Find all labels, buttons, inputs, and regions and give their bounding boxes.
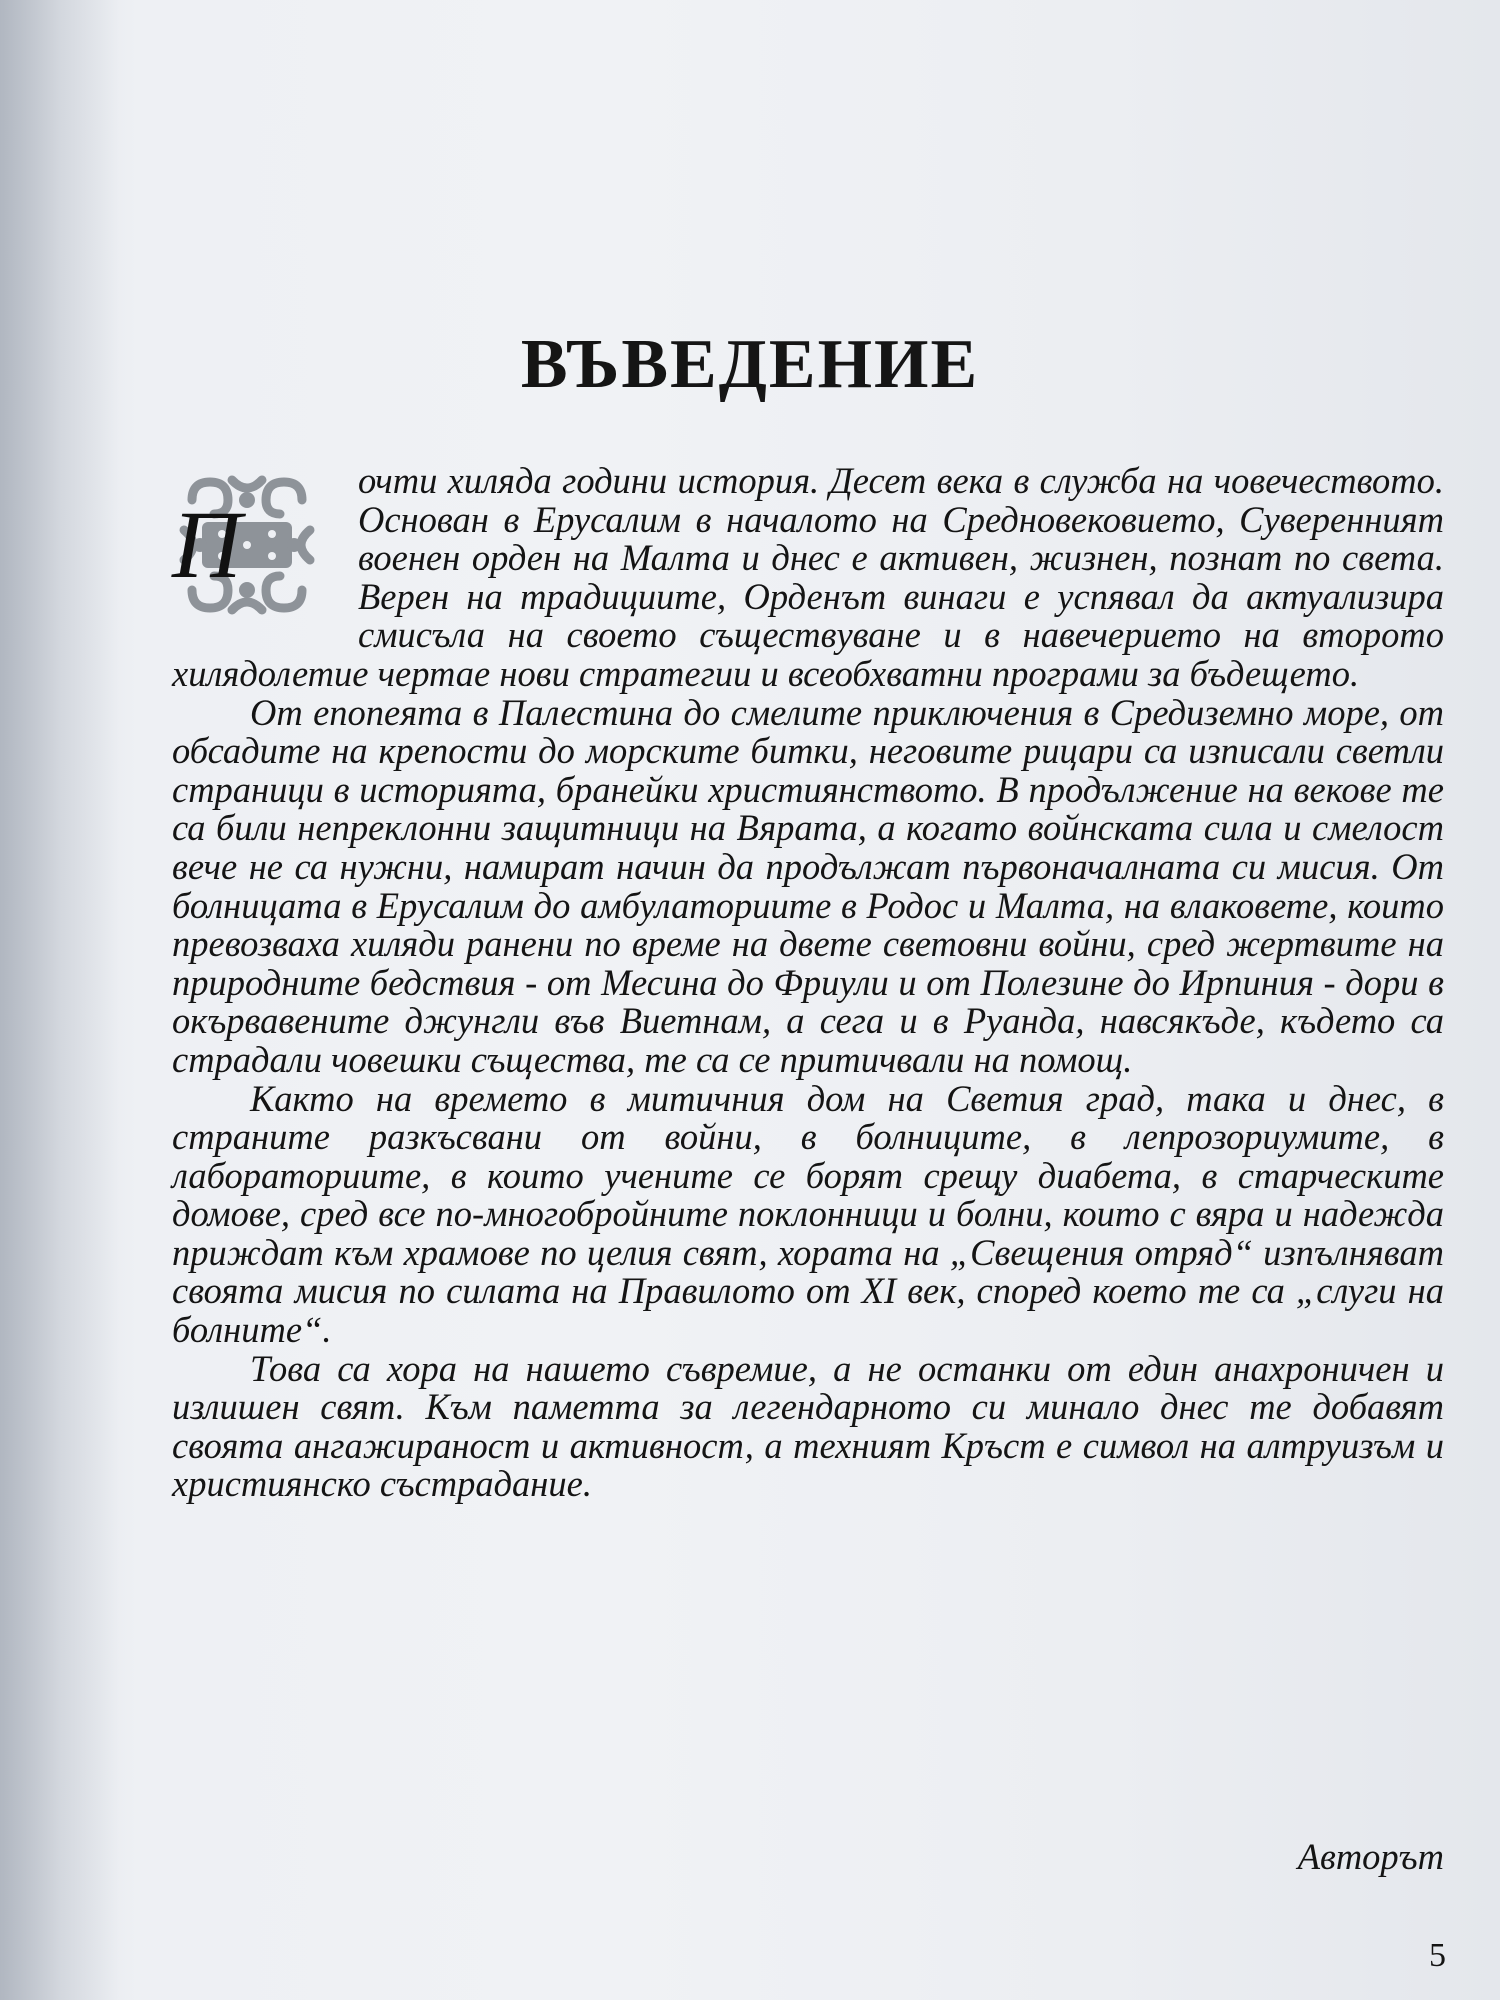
paragraph-4: Това са хора на нашето съвремие, а не останки от един анахроничен и излишен свят. Към паметта за легендарното си минало днес те добавят своята ангажираност и активност, а техният Кръст е символ на алтруизъм и християнско състрадание. <box>172 1347 1444 1505</box>
page-number: 5 <box>1429 1937 1446 1974</box>
paragraph-1-text: очти хиляда години история. Десет века в служба на човечеството. Основан в Ерусалим в началото на Средновековието, Суверенният военен орден на Малта и днес е активен, жизнен, познат по света. Верен на традициите, Орденът винаги е успявал да актуализира смисъла на своето съществуване и в навечерието на второто хилядолетие чертае нови стратегии и всеобхватни програми за бъдещето. <box>172 460 1444 694</box>
chapter-title: ВЪВЕДЕНИЕ <box>520 326 980 403</box>
body-text <box>172 462 1444 1504</box>
paragraph-1 <box>172 462 1444 694</box>
dropcap-letter: П <box>172 491 242 598</box>
paragraph-2: От епопеята в Палестина до смелите приключения в Средиземно море, от обсадите на крепости до морските битки, неговите рицари са изписали светли страници в историята, бранейки християнството. В продължение на векове те са били непреклонни защитници на Вярата, а когато войнската сила и смелост вече не са нужни, намират начин да продължат първоначалната си мисия. От болницата в Ерусалим до амбулаториите в Родос и Малта, на влаковете, които превозваха хиляди ранени по време на двете световни войни, сред жертвите на природните бедствия - от Месина до Фриули и от Полезине до Ирпиния - дори в окървавените джунгли във Виетнам, а сега и в Руанда, навсякъде, където са страдали човешки същества, те са се притичвали на помощ. <box>172 691 1444 1080</box>
paragraph-3: Както на времето в митичния дом на Светия град, така и днес, в страните разкъсвани от войни, в болниците, в лепрозориумите, в лабораториите, в които учените се борят срещу диабета, в старческите домове, сред все по-многобройните поклонници и болни, които с вяра и надежда приждат към храмове по целия свят, хората на „Свещения отряд“ изпълняват своята мисия по силата на Правилото от XI век, според което те са „слуги на болните“. <box>172 1077 1444 1351</box>
dropcap-ornament <box>172 470 340 622</box>
author-signature: Авторът <box>1297 1836 1444 1877</box>
book-spine-shadow <box>0 0 120 2000</box>
